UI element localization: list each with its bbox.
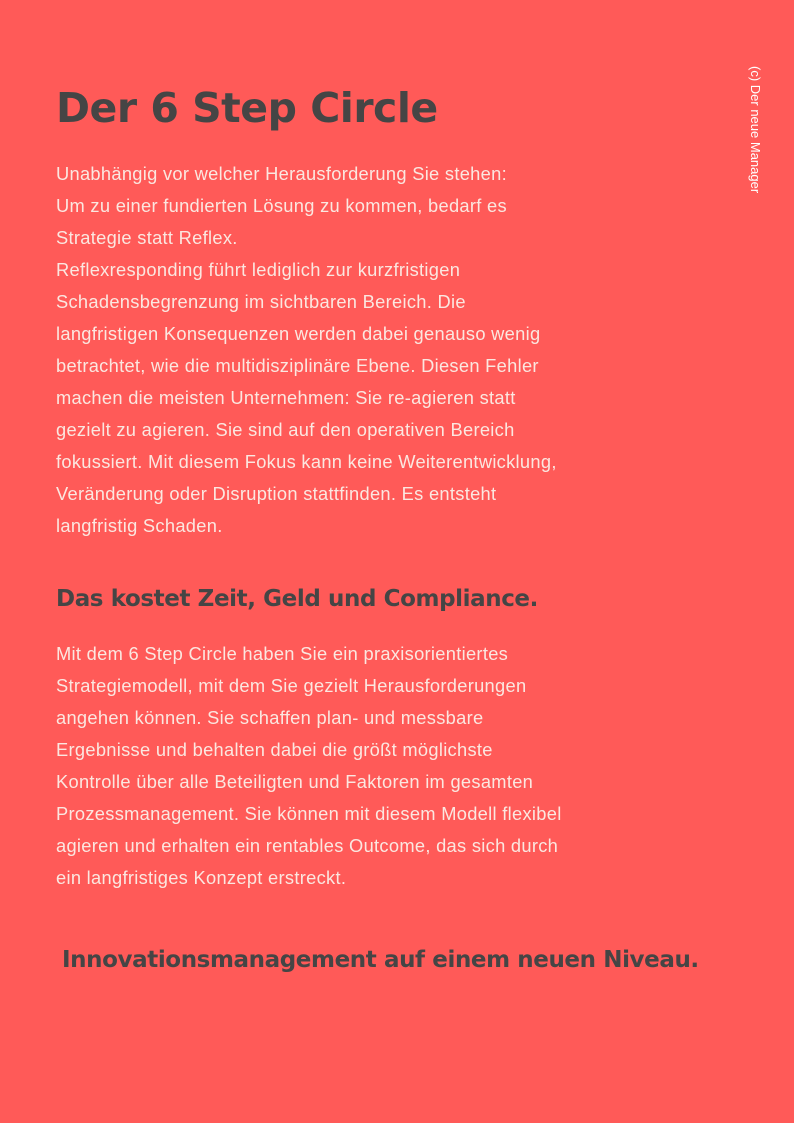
innovation-subheading: Innovationsmanagement auf einem neuen Niveau. [62, 947, 699, 973]
paragraph-line: machen die meisten Unternehmen: Sie re-agieren statt [56, 387, 516, 408]
paragraph-line: Mit dem 6 Step Circle haben Sie ein praxisorientiertes [56, 643, 509, 664]
paragraph-line: Schadensbegrenzung im sichtbaren Bereich. Die [56, 291, 466, 312]
paragraph-line: langfristigen Konsequenzen werden dabei genauso wenig [56, 323, 541, 344]
model-paragraph [56, 638, 716, 894]
paragraph-line: Reflexresponding führt lediglich zur kurzfristigen [56, 259, 461, 280]
paragraph-line: ein langfristiges Konzept erstreckt. [56, 867, 347, 888]
paragraph-line: Ergebnisse und behalten dabei die größt möglichste [56, 739, 493, 760]
paragraph-line: Um zu einer fundierten Lösung zu kommen, bedarf es [56, 195, 507, 216]
paragraph-line: Unabhängig vor welcher Herausforderung Sie stehen: [56, 163, 507, 184]
paragraph-line: langfristig Schaden. [56, 515, 223, 536]
paragraph-line: gezielt zu agieren. Sie sind auf den operativen Bereich [56, 419, 515, 440]
page-title: Der 6 Step Circle [56, 84, 438, 132]
paragraph-line: Strategie statt Reflex. [56, 227, 238, 248]
paragraph-line: fokussiert. Mit diesem Fokus kann keine Weiterentwicklung, [56, 451, 557, 472]
paragraph-line: agieren und erhalten ein rentables Outcome, das sich durch [56, 835, 559, 856]
intro-paragraph [56, 158, 716, 542]
paragraph-line: Strategiemodell, mit dem Sie gezielt Herausforderungen [56, 675, 527, 696]
copyright-note: (c) Der neue Manager [748, 66, 763, 194]
paragraph-line: Kontrolle über alle Beteiligten und Faktoren im gesamten [56, 771, 534, 792]
paragraph-line: Prozessmanagement. Sie können mit diesem Modell flexibel [56, 803, 562, 824]
paragraph-line: Veränderung oder Disruption stattfinden. Es entsteht [56, 483, 497, 504]
paragraph-line: betrachtet, wie die multidisziplinäre Ebene. Diesen Fehler [56, 355, 539, 376]
paragraph-line: angehen können. Sie schaffen plan- und messbare [56, 707, 484, 728]
cost-subheading: Das kostet Zeit, Geld und Compliance. [56, 586, 538, 612]
